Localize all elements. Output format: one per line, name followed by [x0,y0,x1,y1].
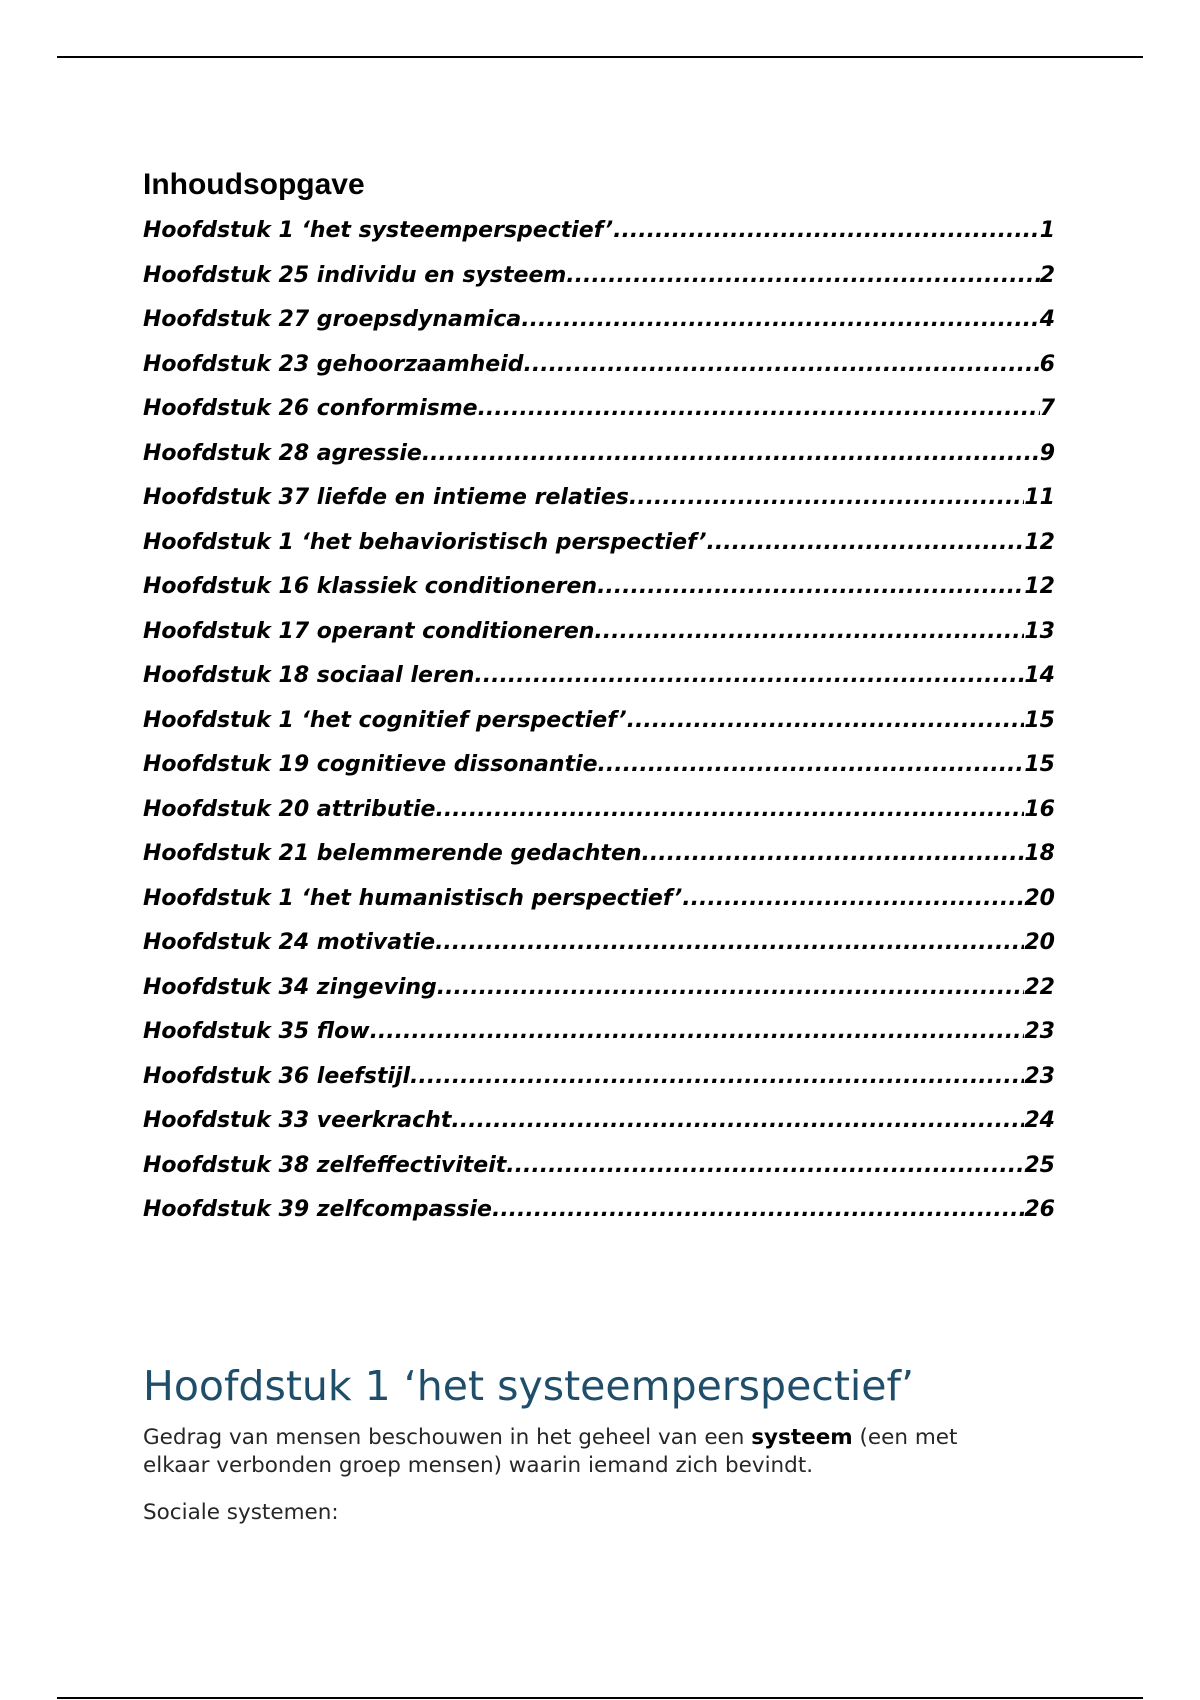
toc-entry-page-number: 7 [1039,396,1055,421]
toc-entry[interactable] [143,1017,1055,1062]
toc-entry[interactable] [143,795,1055,840]
toc-dot-leader [451,1106,1024,1136]
toc-entry-label: Hoofdstuk 36 leefstijl [143,1063,410,1089]
toc-entry[interactable] [143,1106,1055,1151]
toc-dot-leader [524,350,1040,380]
social-systems-paragraph: Sociale systemen: [143,1500,339,1525]
toc-entry-label: Hoofdstuk 1 ‘het humanistisch perspectief’ [143,885,683,911]
toc-entry-page-number: 18 [1024,841,1055,866]
toc-entry-page-number: 14 [1024,663,1055,688]
toc-entry-label: Hoofdstuk 35 flow [143,1019,370,1044]
toc-entry-page-number: 11 [1024,485,1055,510]
toc-dot-leader [435,795,1024,825]
toc-dot-leader [627,706,1025,736]
toc-dot-leader [435,928,1024,958]
toc-dot-leader [594,617,1024,647]
toc-entry-page-number: 12 [1024,574,1055,599]
table-of-contents [143,216,1055,1240]
toc-dot-leader [506,1151,1024,1181]
toc-entry-page-number: 20 [1024,930,1055,955]
toc-entry[interactable] [143,483,1055,528]
toc-entry-label: Hoofdstuk 18 sociaal leren [143,663,475,688]
toc-entry-label: Hoofdstuk 28 agressie [143,440,422,466]
toc-entry[interactable] [143,350,1055,395]
toc-entry[interactable] [143,1151,1055,1196]
chapter-intro-paragraph [143,1424,1023,1480]
toc-dot-leader [597,572,1024,602]
toc-title: Inhoudsopgave [143,168,365,201]
toc-entry[interactable] [143,839,1055,884]
toc-entry[interactable] [143,973,1055,1018]
chapter-title: Hoofdstuk 1 ‘het systeemperspectief’ [143,1362,914,1410]
toc-entry-label: Hoofdstuk 27 groepsdynamica [143,307,522,332]
toc-entry-label: Hoofdstuk 1 ‘het cognitief perspectief’ [143,707,627,733]
toc-dot-leader [492,1195,1024,1225]
toc-dot-leader [521,305,1039,335]
toc-entry[interactable] [143,884,1055,929]
toc-entry-page-number: 23 [1024,1063,1055,1089]
toc-entry-page-number: 15 [1024,752,1055,777]
toc-entry[interactable] [143,750,1055,795]
toc-dot-leader [566,261,1039,291]
toc-entry-label: Hoofdstuk 39 zelfcompassie [143,1197,492,1222]
toc-entry-label: Hoofdstuk 19 cognitieve dissonantie [143,752,598,777]
toc-entry[interactable] [143,261,1055,306]
footer-rule [57,1697,1143,1699]
toc-entry-label: Hoofdstuk 24 motivatie [143,930,436,955]
toc-entry-label: Hoofdstuk 33 veerkracht [143,1108,452,1133]
toc-entry-page-number: 26 [1024,1197,1055,1222]
intro-text-bold-term: systeem [751,1425,853,1450]
toc-entry-page-number: 12 [1024,529,1055,555]
toc-entry[interactable] [143,305,1055,350]
toc-dot-leader [437,973,1025,1003]
toc-dot-leader [478,394,1040,424]
toc-entry-page-number: 15 [1024,707,1055,733]
toc-entry-label: Hoofdstuk 1 ‘het behavioristisch perspectief’ [143,529,707,555]
toc-entry-label: Hoofdstuk 25 individu en systeem [143,262,567,288]
toc-entry-label: Hoofdstuk 34 zingeving [143,974,437,1000]
toc-entry-label: Hoofdstuk 23 gehoorzaamheid [143,351,524,377]
toc-dot-leader [598,750,1025,780]
toc-entry-label: Hoofdstuk 17 operant conditioneren [143,618,595,644]
toc-entry[interactable] [143,706,1055,751]
toc-entry-page-number: 25 [1024,1152,1055,1178]
header-rule [57,56,1143,58]
toc-entry-page-number: 22 [1024,974,1055,1000]
toc-dot-leader [682,884,1024,914]
toc-entry-label: Hoofdstuk 1 ‘het systeemperspectief’ [143,218,614,243]
toc-entry-page-number: 16 [1024,796,1055,822]
toc-dot-leader [422,439,1040,469]
intro-text-after: (een met elkaar verbonden groep mensen) waarin iemand zich bevindt. [143,1425,958,1478]
toc-dot-leader [642,839,1025,869]
toc-entry[interactable] [143,528,1055,573]
toc-entry[interactable] [143,394,1055,439]
toc-entry-page-number: 9 [1039,440,1055,466]
intro-text-before: Gedrag van mensen beschouwen in het geheel van een [143,1425,752,1450]
toc-entry[interactable] [143,1195,1055,1240]
toc-dot-leader [474,661,1024,691]
toc-entry-label: Hoofdstuk 37 liefde en intieme relaties [143,485,629,510]
toc-entry[interactable] [143,661,1055,706]
toc-entry-page-number: 23 [1024,1019,1055,1044]
toc-dot-leader [629,483,1025,513]
toc-entry[interactable] [143,928,1055,973]
toc-entry-page-number: 1 [1039,218,1055,243]
toc-dot-leader [410,1062,1024,1092]
toc-entry-label: Hoofdstuk 21 belemmerende gedachten [143,841,642,866]
toc-dot-leader [370,1017,1025,1047]
toc-dot-leader [707,528,1025,558]
toc-entry-page-number: 20 [1024,885,1055,911]
toc-entry[interactable] [143,216,1055,261]
toc-entry-label: Hoofdstuk 26 conformisme [143,396,478,421]
toc-dot-leader [613,216,1040,246]
toc-entry-label: Hoofdstuk 16 klassiek conditioneren [143,574,598,599]
toc-entry[interactable] [143,439,1055,484]
toc-entry-label: Hoofdstuk 38 zelfeffectiviteit [143,1152,507,1178]
toc-entry-label: Hoofdstuk 20 attributie [143,796,436,822]
toc-entry[interactable] [143,572,1055,617]
toc-entry-page-number: 4 [1039,307,1055,332]
toc-entry-page-number: 6 [1039,351,1055,377]
toc-entry[interactable] [143,1062,1055,1107]
toc-entry-page-number: 13 [1024,618,1055,644]
toc-entry[interactable] [143,617,1055,662]
toc-entry-page-number: 24 [1024,1108,1055,1133]
toc-entry-page-number: 2 [1039,262,1055,288]
